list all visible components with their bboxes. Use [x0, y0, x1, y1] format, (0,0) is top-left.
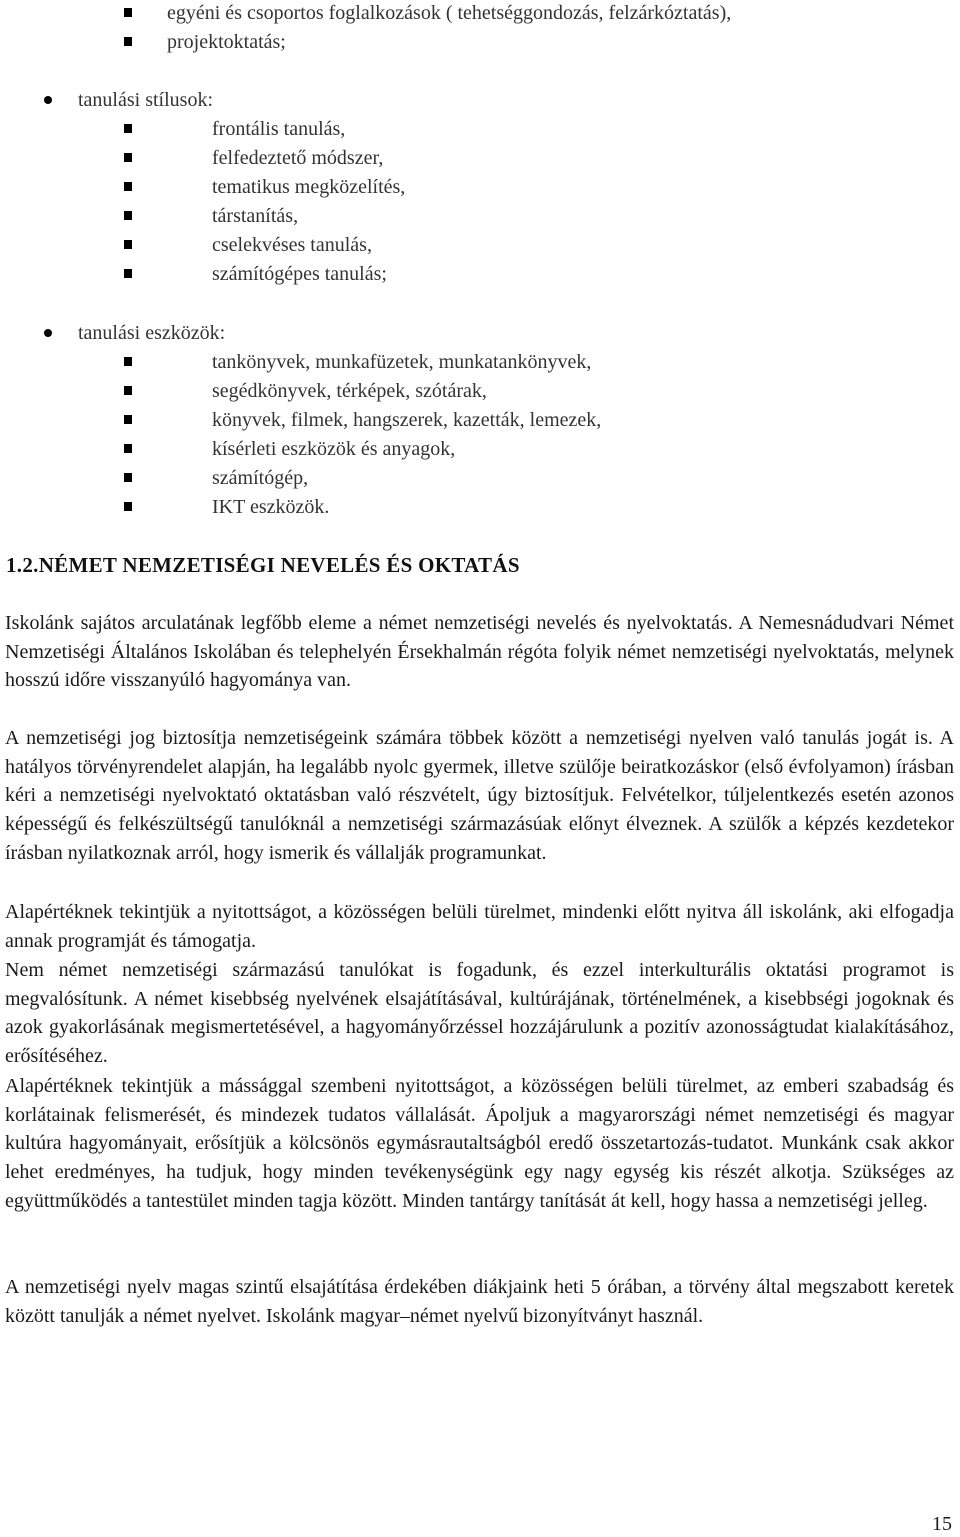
square-bullet-icon: [124, 153, 132, 162]
square-bullet-icon: [124, 211, 132, 220]
square-bullet-icon: [124, 8, 132, 17]
paragraph: Iskolánk sajátos arculatának legfőbb eleme a német nemzetiségi nevelés és nyelvoktatás. A Nemesnádudvari Német Nemzetiségi Általános Iskolában és telephelyén Érsekhalmán régóta folyik német nemzetiségi nyelvoktatás, melynek hosszú időre visszanyúló hagyománya van.: [5, 612, 954, 692]
paragraph: Nem német nemzetiségi származású tanulókat is fogadunk, és ezzel interkulturális oktatási programot is megvalósítunk. A német kisebbség nyelvének elsajátításával, kultúrájának, történelmének, a kisebbségi jogoknak és azok gyakorlásának megismertetésével, a hagyományőrzéssel hozzájárulunk a pozitív azonosságtudat kialakításához, erősítéséhez.: [5, 959, 954, 1068]
square-bullet-icon: [124, 357, 132, 366]
square-bullet-icon: [124, 386, 132, 395]
list-item-text: cselekvéses tanulás,: [212, 234, 372, 256]
document-page: egyéni és csoportos foglalkozások ( tehetséggondozás, felzárkóztatás), projektoktatás; tanulási stílusok: frontális tanulás, felfedeztető módszer, tematikus megközelítés, társtanítás, cselekvéses tanulás, számítógépes tanulás; tanulási eszközök: tankönyvek, munkafüzetek, munkatankönyvek, segédkönyvek, térképek, szótárak, könyvek, filmek, hangszerek, kazetták, lemezek, kísérleti eszközök és anyagok, számítógép, IKT eszközök. 1.2.NÉMET NEMZETISÉGI NEVELÉS ÉS OKTATÁS Iskolánk sajátos arculatának legfőbb eleme a német nemzetiségi nevelés és nyelvoktatás. A Nemesnádudvari Német Nemzetiségi Általános Iskolában és telephelyén Érsekhalmán régóta folyik német nemzetiségi nyelvoktatás, melynek hosszú időre visszanyúló hagyománya van. A nemzetiségi jog biztosítja nemzetiségeink számára többek között a nemzetiségi nyelven való tanulás jogát is. A hatályos törvényrendelet alapján, ha legalább nyolc gyermek, illetve szülője beiratkozáskor (első évfolyamon) írásban kéri a nemzetiségi nyelvoktató oktatásban való részvételt, úgy biztosítjuk. Felvételkor, túljelentkezés esetén azonos képességű és felkészültségű tanulóknál a nemzetiségi származásúak előnyt élveznek. A szülők a képzés kezdetekor írásban nyilatkoznak arról, hogy ismerik és vállalják programunkat. Alapértéknek tekintjük a nyitottságot, a közösségen belüli türelmet, mindenki előtt nyitva áll iskolánk, aki elfogadja annak programját és támogatja. Nem német nemzetiségi származású tanulókat is fogadunk, és ezzel interkulturális oktatási programot is megvalósítunk. A német kisebbség nyelvének elsajátításával, kultúrájának, történelmének, a kisebbségi jogoknak és azok gyakorlásának megismertetésével, a hagyományőrzéssel hozzájárulunk a pozitív azonosságtudat kialakításához, erősítéséhez. Alapértéknek tekintjük a mássággal szembeni nyitottságot, a közösségen belüli türelmet, az emberi szabadság és korlátainak felismerését, és mindezek tudatos vállalását. Ápoljuk a magyarországi német nemzetiségi és magyar kultúra hagyományait, erősítjük a kölcsönös egymásrautaltságból eredő összetartozás-tudatot. Munkánk csak akkor lehet eredményes, ha tudjuk, hogy minden tevékenységünk egy nagy egység kis részét alkotja. Szükséges az együttműködés a tantestület minden tagja között. Minden tantárgy tanítását át kell, hogy hassa a nemzetiségi jelleg. A nemzetiségi nyelv magas szintű elsajátítása érdekében diákjaink heti 5 órában, a törvény által megszabott keretek között tanulják a német nyelvet. Iskolánk magyar–német nyelvű bizonyítványt használ. 15: [0, 0, 960, 1537]
paragraph: A nemzetiségi jog biztosítja nemzetiségeink számára többek között a nemzetiségi nyelven való tanulás jogát is. A hatályos törvényrendelet alapján, ha legalább nyolc gyermek, illetve szülője beiratkozáskor (első évfolyamon) írásban kéri a nemzetiségi nyelvoktató oktatásban való részvételt, úgy biztosítjuk. Felvételkor, túljelentkezés esetén azonos képességű és felkészültségű tanulóknál a nemzetiségi származásúak előnyt élveznek. A szülők a képzés kezdetekor írásban nyilatkoznak arról, hogy ismerik és vállalják programunkat.: [5, 727, 954, 864]
square-bullet-icon: [124, 502, 132, 511]
page-number: 15: [932, 1513, 952, 1535]
square-bullet-icon: [124, 473, 132, 482]
paragraph: Alapértéknek tekintjük a mássággal szembeni nyitottságot, a közösségen belüli türelmet, az emberi szabadság és korlátainak felismerését, és mindezek tudatos vállalását. Ápoljuk a magyarországi német nemzetiségi és magyar kultúra hagyományait, erősítjük a kölcsönös egymásrautaltságból eredő összetartozás-tudatot. Munkánk csak akkor lehet eredményes, ha tudjuk, hogy minden tevékenységünk egy nagy egység kis részét alkotja. Szükséges az együttműködés a tantestület minden tagja között. Minden tantárgy tanítását át kell, hogy hassa a nemzetiségi jelleg.: [5, 1075, 954, 1212]
list-item-text: IKT eszközök.: [212, 496, 330, 518]
list-item-text: felfedeztető módszer,: [212, 147, 384, 169]
list-item-text: tematikus megközelítés,: [212, 176, 406, 198]
list-item-text: segédkönyvek, térképek, szótárak,: [212, 380, 487, 402]
paragraph: Alapértéknek tekintjük a nyitottságot, a közösségen belüli türelmet, mindenki előtt nyitva áll iskolánk, aki elfogadja annak programját és támogatja.: [5, 901, 954, 952]
round-bullet-icon: [44, 329, 52, 337]
list-item-text: projektoktatás;: [167, 31, 286, 53]
list-item-text: társtanítás,: [212, 205, 299, 227]
list-item-text: számítógépes tanulás;: [212, 263, 387, 285]
square-bullet-icon: [124, 37, 132, 46]
round-bullet-icon: [44, 96, 52, 104]
section-heading: 1.2.NÉMET NEMZETISÉGI NEVELÉS ÉS OKTATÁS: [6, 553, 520, 577]
list-item-text: egyéni és csoportos foglalkozások ( tehetséggondozás, felzárkóztatás),: [167, 2, 732, 24]
square-bullet-icon: [124, 124, 132, 133]
square-bullet-icon: [124, 269, 132, 278]
list-item-text: számítógép,: [212, 467, 309, 489]
paragraph: A nemzetiségi nyelv magas szintű elsajátítása érdekében diákjaink heti 5 órában, a törvény által megszabott keretek között tanulják a német nyelvet. Iskolánk magyar–német nyelvű bizonyítványt használ.: [5, 1276, 954, 1327]
list-item-text: tankönyvek, munkafüzetek, munkatankönyvek,: [212, 351, 592, 373]
square-bullet-icon: [124, 415, 132, 424]
list-item-text: könyvek, filmek, hangszerek, kazetták, lemezek,: [212, 409, 602, 431]
square-bullet-icon: [124, 444, 132, 453]
square-bullet-icon: [124, 182, 132, 191]
square-bullet-icon: [124, 240, 132, 249]
list-item-text: kísérleti eszközök és anyagok,: [212, 438, 456, 460]
list-item-text: frontális tanulás,: [212, 118, 346, 140]
